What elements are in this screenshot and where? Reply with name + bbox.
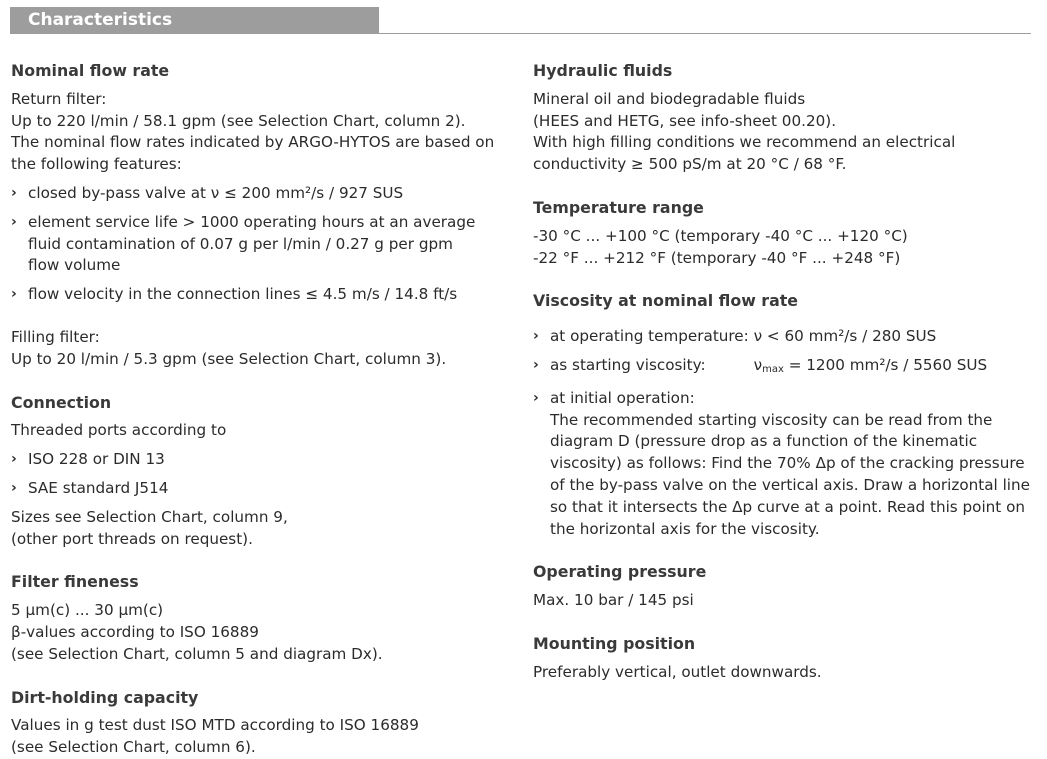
viscosity-heading: Viscosity at nominal flow rate <box>533 291 799 311</box>
bullet-icon: › <box>11 286 17 303</box>
text-line: -30 °C ... +100 °C (temporary -40 °C ... +120 °C) <box>533 226 908 245</box>
dirt-holding-section <box>11 687 516 759</box>
mounting-position-heading: Mounting position <box>533 633 696 653</box>
connection-heading: Connection <box>11 392 112 412</box>
bullet-text: the horizontal axis for the viscosity. <box>550 519 820 538</box>
bullet-text: at initial operation: <box>550 388 695 407</box>
bullet-icon: › <box>533 328 539 345</box>
bullet-icon: › <box>533 356 539 373</box>
bullet-text: SAE standard J514 <box>28 478 169 497</box>
text-line: (HEES and HETG, see info-sheet 00.20). <box>533 111 837 130</box>
nominal-flow-rate-section <box>11 60 516 371</box>
bullet-item <box>533 355 1038 381</box>
bullet-text: fluid contamination of 0.07 g per l/min / 0.27 g per gpm <box>28 234 453 253</box>
bullet-text: of the by-pass valve on the vertical axis. Draw a horizontal line <box>550 475 1030 494</box>
filter-fineness-section <box>11 571 516 665</box>
bullet-text: flow volume <box>28 256 121 275</box>
bullet-icon: › <box>533 389 539 406</box>
bullet-icon: › <box>11 213 17 230</box>
text-line: The nominal flow rates indicated by ARGO-HYTOS are based on <box>11 133 495 152</box>
bullet-item <box>533 326 1038 348</box>
bullet-text: ISO 228 or DIN 13 <box>28 450 165 469</box>
text-line: (see Selection Chart, column 5 and diagram Dx). <box>11 644 383 663</box>
text-line: Up to 20 l/min / 5.3 gpm (see Selection Chart, column 3). <box>11 349 447 368</box>
text-line: Up to 220 l/min / 58.1 gpm (see Selection Chart, column 2). <box>11 111 466 130</box>
bullet-item <box>11 284 516 306</box>
text-line: Return filter: <box>11 89 107 108</box>
right-column <box>533 60 1038 684</box>
bullet-item <box>11 212 516 277</box>
nominal-flow-rate-heading: Nominal flow rate <box>11 61 170 80</box>
bullet-text: closed by-pass valve at ν ≤ 200 mm²/s / 927 SUS <box>28 183 404 202</box>
bullet-item <box>533 388 1038 541</box>
text-line: -22 °F ... +212 °F (temporary -40 °F ... +248 °F) <box>533 248 901 267</box>
text-line: Max. 10 bar / 145 psi <box>533 591 694 610</box>
bullet-text: The recommended starting viscosity can be read from the <box>550 410 993 429</box>
bullet-icon: › <box>11 451 17 468</box>
bullet-text <box>550 355 1038 381</box>
bullet-text: at operating temperature: ν < 60 mm²/s / 280 SUS <box>550 327 937 346</box>
nu-symbol: ν <box>753 355 763 374</box>
bullet-item <box>11 183 516 205</box>
temperature-range-heading: Temperature range <box>533 197 704 217</box>
text-line: Values in g test dust ISO MTD according to ISO 16889 <box>11 716 419 735</box>
bullet-text: so that it intersects the Δp curve at a point. Read this point on <box>550 497 1026 516</box>
vmax-subscript: max <box>762 363 784 375</box>
header-divider <box>379 33 1031 34</box>
text-line: (other port threads on request). <box>11 529 253 548</box>
vmax-formula <box>754 356 988 374</box>
text-line: 5 µm(c) ... 30 µm(c) <box>11 601 164 620</box>
filter-fineness-heading: Filter fineness <box>11 572 139 592</box>
starting-viscosity-label: as starting viscosity: <box>550 355 706 374</box>
text-line: Sizes see Selection Chart, column 9, <box>11 507 288 526</box>
text-line: conductivity ≥ 500 pS/m at 20 °C / 68 °F. <box>533 155 847 174</box>
text-line: (see Selection Chart, column 6). <box>11 738 256 757</box>
operating-pressure-heading: Operating pressure <box>533 562 707 582</box>
text-line: the following features: <box>11 155 182 174</box>
bullet-text: diagram D (pressure drop as a function of the kinematic <box>550 432 978 451</box>
bullet-text: viscosity) as follows: Find the 70% Δp of the cracking pressure <box>550 454 1025 473</box>
hydraulic-fluids-heading: Hydraulic fluids <box>533 61 673 80</box>
bullet-item <box>11 478 516 500</box>
vmax-value: = 1200 mm²/s / 5560 SUS <box>788 355 988 374</box>
section-header <box>10 7 379 34</box>
bullet-icon: › <box>11 479 17 496</box>
text-line: Threaded ports according to <box>11 421 227 440</box>
text-line: β-values according to ISO 16889 <box>11 622 259 641</box>
temperature-range-section <box>533 197 1038 269</box>
bullet-text: element service life > 1000 operating hours at an average <box>28 212 476 231</box>
mounting-position-section <box>533 633 1038 684</box>
text-line: Filling filter: <box>11 327 100 346</box>
operating-pressure-section <box>533 561 1038 612</box>
bullet-item <box>11 449 516 471</box>
connection-section <box>11 392 516 551</box>
left-column <box>11 60 516 759</box>
bullet-icon: › <box>11 184 17 201</box>
bullet-text: flow velocity in the connection lines ≤ 4.5 m/s / 14.8 ft/s <box>28 285 458 304</box>
hydraulic-fluids-section <box>533 60 1038 176</box>
section-title: Characteristics <box>28 10 173 30</box>
text-line: With high filling conditions we recommend an electrical <box>533 133 956 152</box>
text-line: Preferably vertical, outlet downwards. <box>533 662 822 681</box>
viscosity-section <box>533 290 1038 540</box>
text-line: Mineral oil and biodegradable fluids <box>533 89 806 108</box>
dirt-holding-heading: Dirt-holding capacity <box>11 687 199 707</box>
